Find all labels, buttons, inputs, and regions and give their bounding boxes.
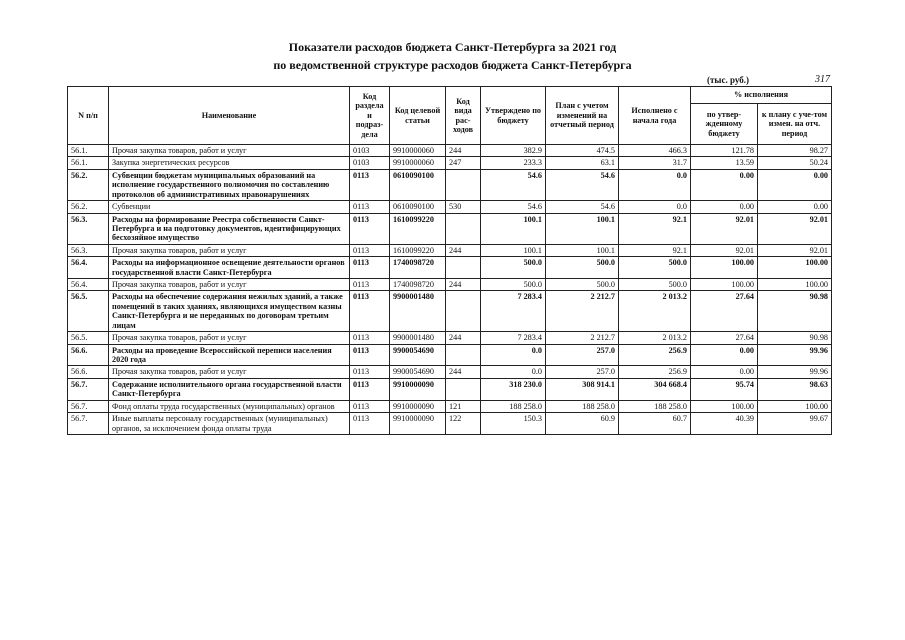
table-row: [68, 201, 832, 213]
cell-section: 0113: [350, 279, 390, 291]
table-row: [68, 169, 832, 200]
table-row: [68, 413, 832, 435]
cell-pct-approved: 27.64: [691, 332, 758, 344]
table-row: [68, 291, 832, 332]
cell-name: Прочая закупка товаров, работ и услуг: [109, 366, 350, 378]
header-type: Код вида рас-ходов: [446, 87, 481, 145]
cell-plan: 100.1: [546, 213, 619, 244]
cell-target: 9910000090: [390, 413, 446, 435]
cell-executed: 304 668.4: [619, 378, 691, 400]
cell-num: 56.7.: [68, 400, 109, 412]
page-number: 317: [815, 74, 830, 85]
cell-num: 56.2.: [68, 201, 109, 213]
cell-pct-plan: 0.00: [758, 201, 832, 213]
cell-section: 0113: [350, 169, 390, 200]
cell-plan: 188 258.0: [546, 400, 619, 412]
cell-name: Прочая закупка товаров, работ и услуг: [109, 332, 350, 344]
report-title-line2: по ведомственной структуре расходов бюджета Санкт-Петербурга: [273, 58, 632, 72]
cell-name: Расходы на формирование Реестра собственности Санкт-Петербурга и на подготовку документов, идентифицирующих бесхозяйное имущество: [109, 213, 350, 244]
cell-target: 1740098720: [390, 257, 446, 279]
expenditure-table: [67, 86, 832, 435]
cell-pct-plan: 98.27: [758, 145, 832, 157]
cell-type: 244: [446, 244, 481, 256]
cell-pct-approved: 0.00: [691, 169, 758, 200]
cell-pct-approved: 92.01: [691, 244, 758, 256]
cell-section: 0113: [350, 366, 390, 378]
table-row: [68, 378, 832, 400]
cell-approved: 54.6: [481, 169, 546, 200]
cell-name: Содержание исполнительного органа государственной власти Санкт-Петербурга: [109, 378, 350, 400]
cell-num: 56.1.: [68, 145, 109, 157]
cell-type: 247: [446, 157, 481, 169]
table-body: [68, 145, 832, 435]
cell-num: 56.5.: [68, 291, 109, 332]
cell-name: Расходы на обеспечение содержания нежилых зданий, а также помещений в таких зданиях, являющихся имуществом казны Санкт-Петербурга и не переданных по договорам третьим лицам: [109, 291, 350, 332]
cell-pct-approved: 27.64: [691, 291, 758, 332]
cell-section: 0113: [350, 201, 390, 213]
cell-num: 56.7.: [68, 378, 109, 400]
cell-plan: 100.1: [546, 244, 619, 256]
cell-target: 1740098720: [390, 279, 446, 291]
cell-name: Расходы на проведение Всероссийской переписи населения 2020 года: [109, 344, 350, 366]
cell-executed: 2 013.2: [619, 332, 691, 344]
cell-num: 56.4.: [68, 279, 109, 291]
cell-type: [446, 257, 481, 279]
cell-executed: 92.1: [619, 244, 691, 256]
cell-plan: 54.6: [546, 201, 619, 213]
cell-pct-approved: 100.00: [691, 257, 758, 279]
cell-section: 0113: [350, 332, 390, 344]
table-row: [68, 344, 832, 366]
cell-type: [446, 378, 481, 400]
cell-type: [446, 169, 481, 200]
cell-pct-plan: 90.98: [758, 332, 832, 344]
header-target: Код целевой статьи: [390, 87, 446, 145]
cell-pct-plan: 90.98: [758, 291, 832, 332]
header-name: Наименование: [109, 87, 350, 145]
cell-pct-approved: 0.00: [691, 344, 758, 366]
cell-executed: 2 013.2: [619, 291, 691, 332]
units-label: (тыс. руб.): [707, 75, 749, 85]
cell-pct-approved: 92.01: [691, 213, 758, 244]
cell-approved: 382.9: [481, 145, 546, 157]
cell-approved: 318 230.0: [481, 378, 546, 400]
cell-type: [446, 291, 481, 332]
cell-approved: 100.1: [481, 244, 546, 256]
cell-plan: 500.0: [546, 279, 619, 291]
cell-approved: 100.1: [481, 213, 546, 244]
cell-executed: 60.7: [619, 413, 691, 435]
cell-plan: 60.9: [546, 413, 619, 435]
cell-type: 244: [446, 366, 481, 378]
cell-section: 0113: [350, 257, 390, 279]
cell-target: 1610099220: [390, 213, 446, 244]
cell-type: 121: [446, 400, 481, 412]
cell-pct-plan: 100.00: [758, 400, 832, 412]
cell-target: 1610099220: [390, 244, 446, 256]
cell-plan: 54.6: [546, 169, 619, 200]
cell-plan: 474.5: [546, 145, 619, 157]
cell-pct-plan: 92.01: [758, 213, 832, 244]
cell-target: 0610090100: [390, 201, 446, 213]
header-pct-approved: по утвер-жденному бюджету: [691, 104, 758, 145]
cell-type: 530: [446, 201, 481, 213]
table-row: [68, 366, 832, 378]
cell-num: 56.3.: [68, 244, 109, 256]
cell-name: Прочая закупка товаров, работ и услуг: [109, 145, 350, 157]
cell-plan: 2 212.7: [546, 332, 619, 344]
cell-pct-approved: 100.00: [691, 400, 758, 412]
cell-name: Прочая закупка товаров, работ и услуг: [109, 244, 350, 256]
table-row: [68, 145, 832, 157]
cell-section: 0113: [350, 344, 390, 366]
cell-approved: 7 283.4: [481, 291, 546, 332]
cell-target: 9900054690: [390, 366, 446, 378]
cell-pct-plan: 100.00: [758, 257, 832, 279]
cell-executed: 0.0: [619, 169, 691, 200]
cell-section: 0113: [350, 378, 390, 400]
cell-pct-approved: 121.78: [691, 145, 758, 157]
cell-plan: 500.0: [546, 257, 619, 279]
cell-num: 56.6.: [68, 366, 109, 378]
cell-pct-plan: 0.00: [758, 169, 832, 200]
cell-executed: 256.9: [619, 344, 691, 366]
cell-pct-approved: 13.59: [691, 157, 758, 169]
cell-executed: 31.7: [619, 157, 691, 169]
cell-type: [446, 344, 481, 366]
cell-approved: 7 283.4: [481, 332, 546, 344]
cell-num: 56.7.: [68, 413, 109, 435]
header-section: Код раздела и подраз-дела: [350, 87, 390, 145]
cell-type: 122: [446, 413, 481, 435]
cell-target: 9910000090: [390, 378, 446, 400]
cell-executed: 500.0: [619, 257, 691, 279]
cell-section: 0113: [350, 213, 390, 244]
cell-num: 56.3.: [68, 213, 109, 244]
cell-pct-plan: 50.24: [758, 157, 832, 169]
cell-pct-approved: 95.74: [691, 378, 758, 400]
table-row: [68, 279, 832, 291]
cell-section: 0103: [350, 157, 390, 169]
cell-type: 244: [446, 145, 481, 157]
cell-approved: 500.0: [481, 279, 546, 291]
table-row: [68, 257, 832, 279]
cell-pct-plan: 99.96: [758, 366, 832, 378]
cell-num: 56.5.: [68, 332, 109, 344]
cell-section: 0113: [350, 400, 390, 412]
table-row: [68, 213, 832, 244]
cell-plan: 257.0: [546, 344, 619, 366]
cell-target: 9910000060: [390, 145, 446, 157]
cell-pct-approved: 40.39: [691, 413, 758, 435]
cell-approved: 54.6: [481, 201, 546, 213]
cell-plan: 63.1: [546, 157, 619, 169]
cell-executed: 256.9: [619, 366, 691, 378]
header-percent-group: % исполнения: [691, 87, 832, 104]
cell-name: Прочая закупка товаров, работ и услуг: [109, 279, 350, 291]
cell-name: Фонд оплаты труда государственных (муниципальных) органов: [109, 400, 350, 412]
cell-pct-plan: 99.96: [758, 344, 832, 366]
cell-section: 0113: [350, 291, 390, 332]
table-row: [68, 244, 832, 256]
cell-type: [446, 213, 481, 244]
cell-executed: 92.1: [619, 213, 691, 244]
cell-pct-plan: 92.01: [758, 244, 832, 256]
cell-num: 56.4.: [68, 257, 109, 279]
cell-target: 9900001480: [390, 291, 446, 332]
cell-num: 56.6.: [68, 344, 109, 366]
cell-pct-approved: 100.00: [691, 279, 758, 291]
cell-target: 9910000090: [390, 400, 446, 412]
header-pct-plan: к плану с уче-том измен. на отч. период: [758, 104, 832, 145]
cell-name: Субвенции: [109, 201, 350, 213]
table-row: [68, 157, 832, 169]
cell-approved: 0.0: [481, 366, 546, 378]
cell-executed: 188 258.0: [619, 400, 691, 412]
cell-section: 0103: [350, 145, 390, 157]
cell-executed: 466.3: [619, 145, 691, 157]
cell-pct-approved: 0.00: [691, 201, 758, 213]
cell-approved: 188 258.0: [481, 400, 546, 412]
cell-pct-plan: 98.63: [758, 378, 832, 400]
cell-name: Иные выплаты персоналу государственных (муниципальных) органов, за исключением фонда оплаты труда: [109, 413, 350, 435]
cell-approved: 233.3: [481, 157, 546, 169]
cell-type: 244: [446, 332, 481, 344]
cell-executed: 0.0: [619, 201, 691, 213]
cell-pct-approved: 0.00: [691, 366, 758, 378]
cell-num: 56.2.: [68, 169, 109, 200]
cell-target: 9900001480: [390, 332, 446, 344]
cell-target: 0610090100: [390, 169, 446, 200]
cell-approved: 0.0: [481, 344, 546, 366]
cell-type: 244: [446, 279, 481, 291]
cell-approved: 150.3: [481, 413, 546, 435]
header-num: N п/п: [68, 87, 109, 145]
cell-name: Расходы на информационное освещение деятельности органов государственной власти Санкт-Петербурга: [109, 257, 350, 279]
cell-pct-plan: 100.00: [758, 279, 832, 291]
header-executed: Исполнено с начала года: [619, 87, 691, 145]
table-row: [68, 400, 832, 412]
cell-section: 0113: [350, 244, 390, 256]
cell-approved: 500.0: [481, 257, 546, 279]
cell-pct-plan: 99.67: [758, 413, 832, 435]
report-title-line1: Показатели расходов бюджета Санкт-Петербурга за 2021 год: [288, 40, 617, 54]
header-plan: План с учетом изменений на отчетный период: [546, 87, 619, 145]
cell-name: Закупка энергетических ресурсов: [109, 157, 350, 169]
cell-plan: 2 212.7: [546, 291, 619, 332]
header-approved: Утверждено по бюджету: [481, 87, 546, 145]
cell-section: 0113: [350, 413, 390, 435]
cell-plan: 257.0: [546, 366, 619, 378]
cell-target: 9900054690: [390, 344, 446, 366]
cell-num: 56.1.: [68, 157, 109, 169]
cell-executed: 500.0: [619, 279, 691, 291]
cell-plan: 308 914.1: [546, 378, 619, 400]
table-row: [68, 332, 832, 344]
cell-name: Субвенции бюджетам муниципальных образований на исполнение государственного полномочия по составлению протоколов об административных правонарушениях: [109, 169, 350, 200]
cell-target: 9910000060: [390, 157, 446, 169]
